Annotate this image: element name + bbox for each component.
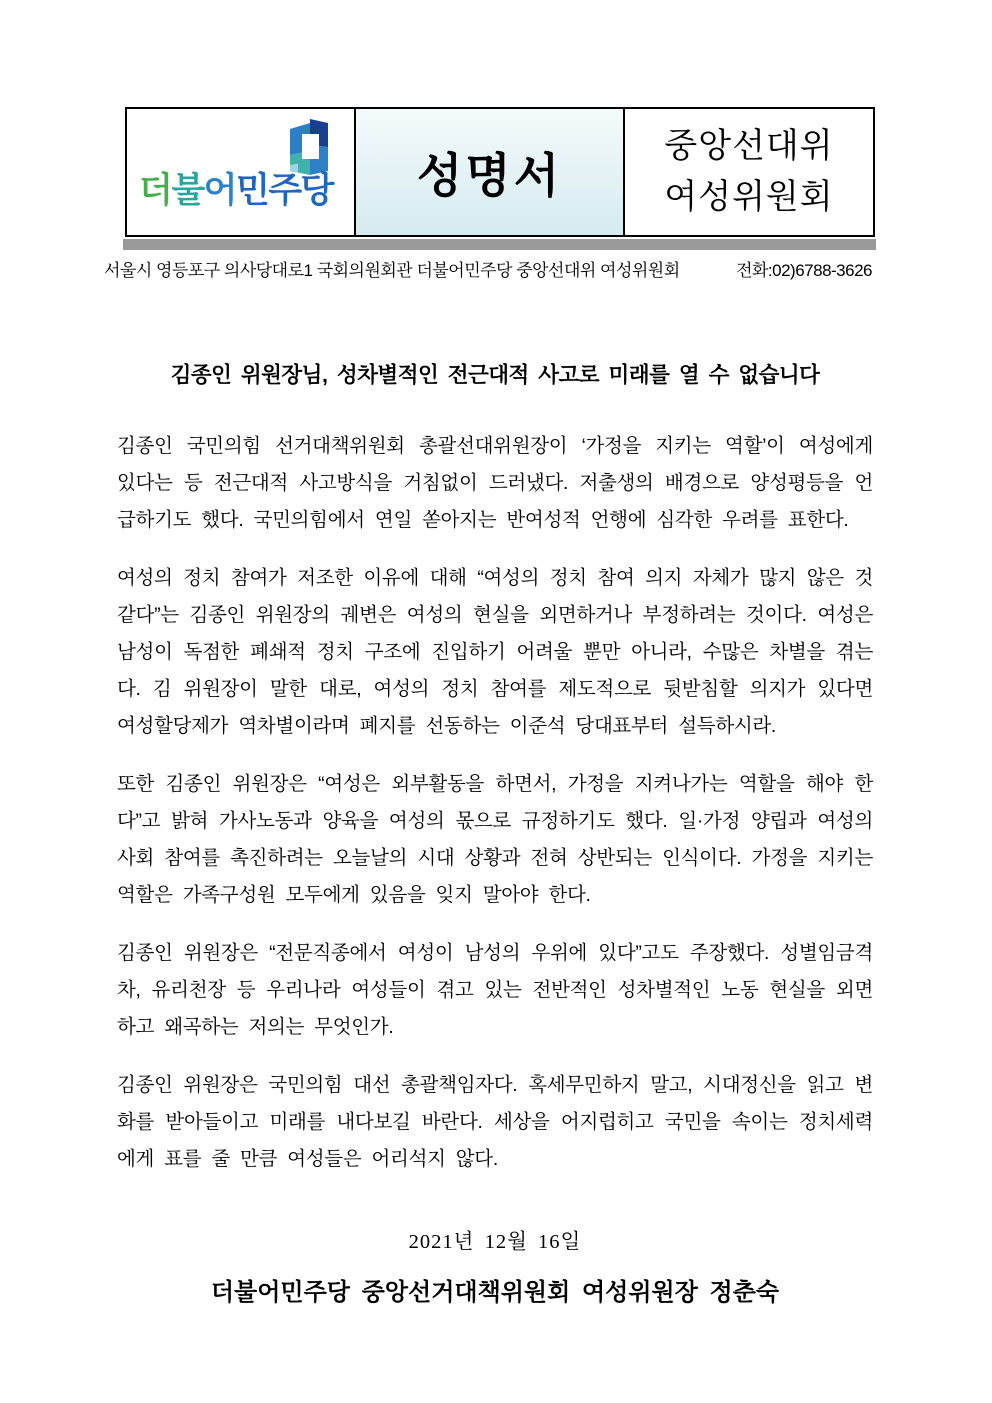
party-logo [127, 109, 354, 235]
document-type-label: 성명서 [416, 148, 563, 202]
party-name-seg-1: 더 [139, 171, 172, 210]
statement-paragraph-3: 또한 김종인 위원장은 “여성은 외부활동을 하면서, 가정을 지켜나가는 역할을 해야 한다”고 밝혀 가사노동과 양육을 여성의 몫으로 규정하기도 했다. 일·가정 양립과 여성의 사회 참여를 촉진하려는 오늘날의 시대 상황과 전혀 상반되는 인식이다. 가정을 지키는 역할은 가족구성원 모두에게 있음을 잊지 말아야 한다. [117, 773, 873, 906]
party-name-seg-2: 불 [171, 171, 204, 210]
org-cell [625, 109, 873, 235]
statement-paragraph-1: 김종인 국민의힘 선거대책위원회 총괄선대위원장이 ‘가정을 지키는 역할’이 여성에게 있다는 등 전근대적 사고방식을 거침없이 드러냈다. 저출생의 배경으로 양성평등을 언급하기도 했다. 국민의힘에서 연일 쏟아지는 반여성적 언행에 심각한 우려를 표한다. [117, 435, 873, 531]
statement-paragraph-5: 김종인 위원장은 국민의힘 대선 총괄책임자다. 혹세무민하지 말고, 시대정신을 읽고 변화를 받아들이고 미래를 내다보길 바란다. 세상을 어지럽히고 국민을 속이는 정치세력에게 표를 줄 만큼 여성들은 어리석지 않다. [117, 1074, 873, 1170]
phone-text: 전화:02)6788-3626 [736, 261, 872, 280]
party-name [139, 163, 333, 213]
statement-paragraph-2: 여성의 정치 참여가 저조한 이유에 대해 “여성의 정치 참여 의지 자체가 많지 않은 것 같다”는 김종인 위원장의 궤변은 여성의 현실을 외면하거나 부정하려는 것이다. 여성은 남성이 독점한 폐쇄적 정치 구조에 진입하기 어려울 뿐만 아니라, 수많은 차별을 겪는다. 김 위원장이 말한 대로, 여성의 정치 참여를 제도적으로 뒷받침할 의지가 있다면 여성할당제가 역차별이라며 폐지를 선동하는 이준석 당대표부터 설득하시라. [117, 567, 873, 737]
statement-signature: 더불어민주당 중앙선거대책위원회 여성위원장 정춘숙 [210, 1279, 780, 1306]
header-table [125, 107, 875, 237]
party-logo-cell [127, 109, 356, 235]
statement-date: 2021년 12월 16일 [408, 1231, 582, 1253]
statement-body [117, 428, 873, 1178]
address-text: 서울시 영등포구 의사당대로1 국회의원회관 더불어민주당 중앙선대위 여성위원회 [104, 261, 680, 280]
header-divider-bar [123, 239, 876, 250]
address-row [104, 256, 872, 281]
party-name-seg-4: 민주당 [235, 171, 333, 210]
statement-paragraph-4: 김종인 위원장은 “전문직종에서 여성이 남성의 우위에 있다”고도 주장했다. 성별임금격차, 유리천장 등 우리나라 여성들이 겪고 있는 전반적인 성차별적인 노동 현실을 외면하고 왜곡하는 저의는 무엇인가. [117, 942, 873, 1038]
party-name-seg-3: 어 [203, 171, 236, 210]
org-line-2: 여성위원회 [664, 179, 834, 216]
statement-title: 김종인 위원장님, 성차별적인 전근대적 사고로 미래를 열 수 없습니다 [170, 363, 820, 387]
org-line-1: 중앙선대위 [664, 128, 834, 165]
statement-cell [356, 109, 625, 235]
